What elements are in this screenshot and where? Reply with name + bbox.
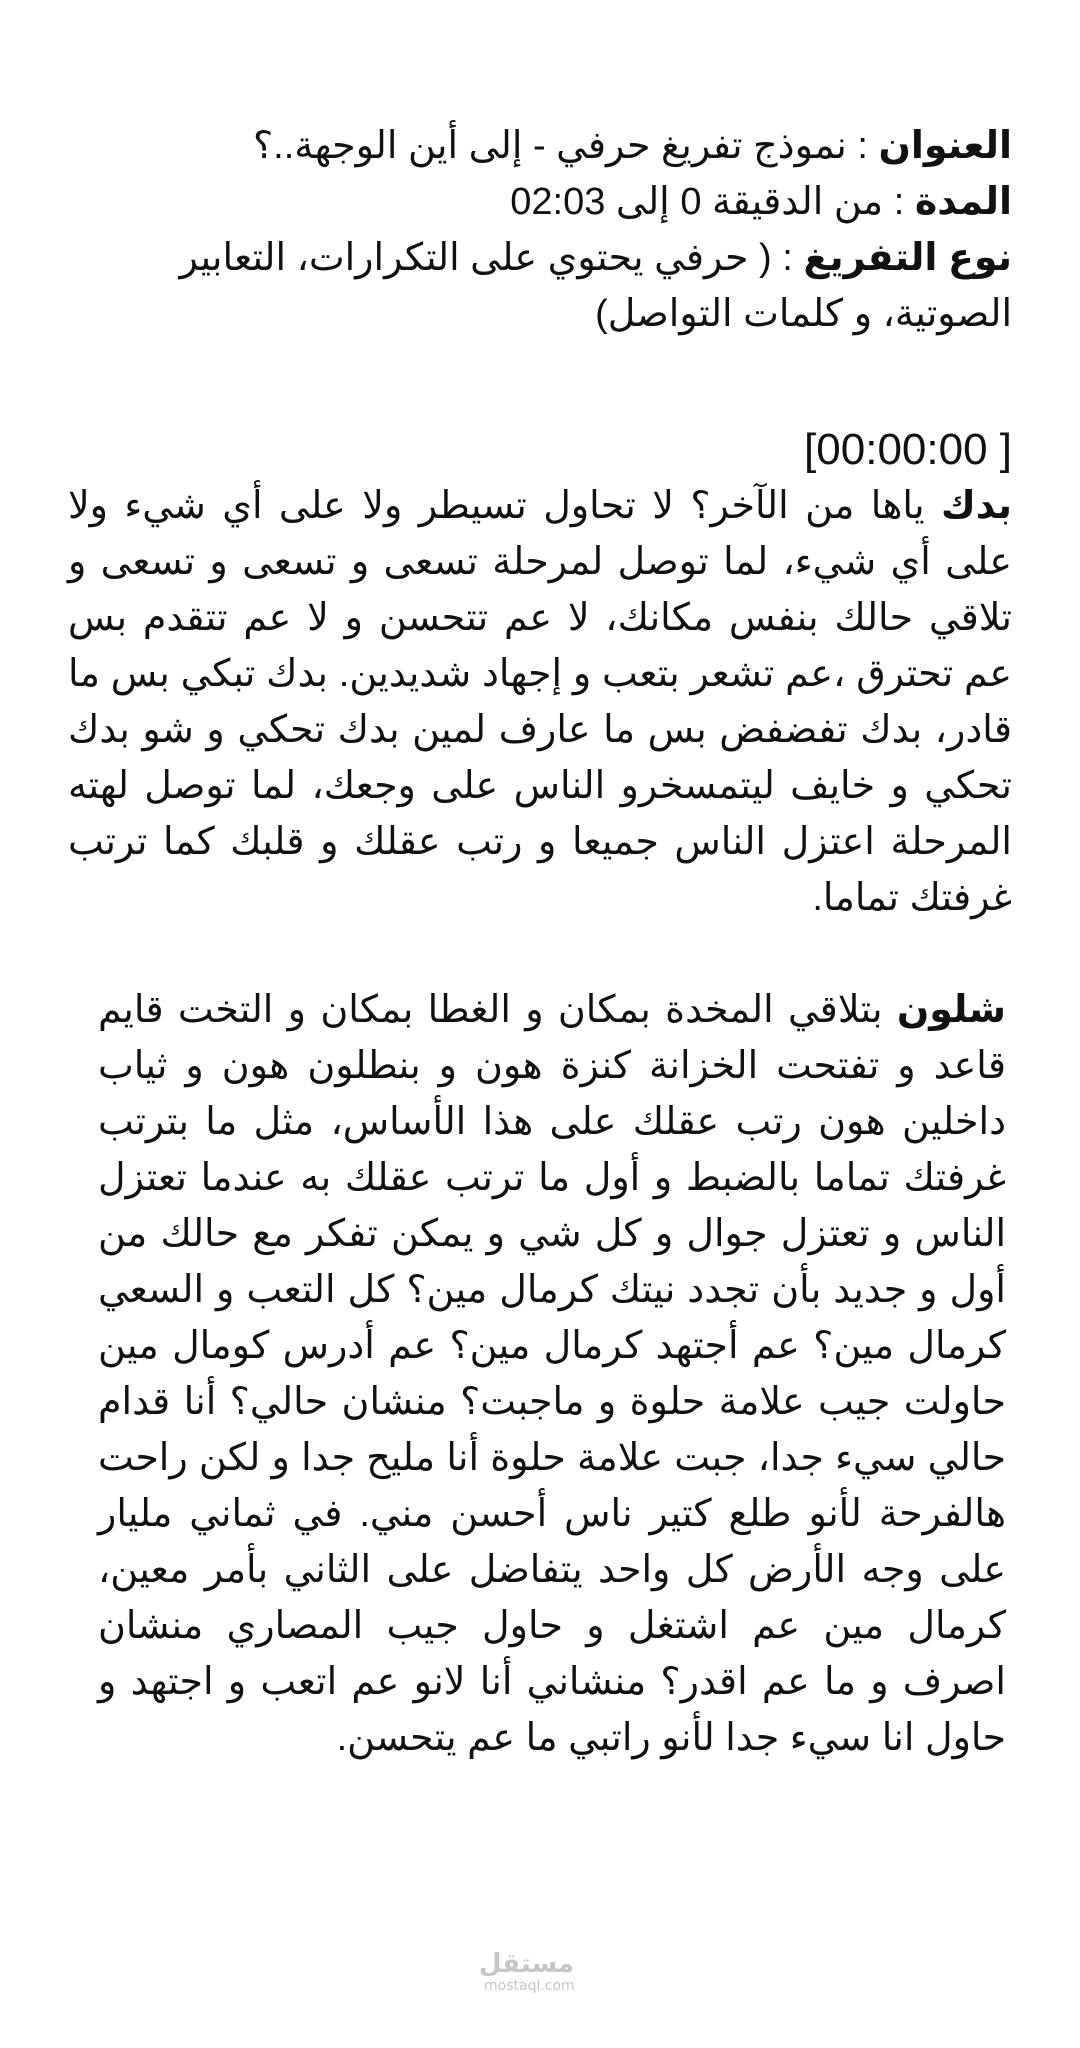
transcript-paragraph-2 — [68, 982, 1012, 1766]
transcription-type-value: : ( حرفي يحتوي على التكرارات، التعابير الصوتية، و كلمات التواصل) — [179, 237, 1012, 335]
transcription-type-label: نوع التفريغ — [803, 237, 1012, 279]
title-value: : نموذج تفريغ حرفي - إلى أين الوجهة..؟ — [252, 125, 879, 167]
paragraph-2-lead-word: شلون — [896, 989, 1006, 1031]
document-page — [68, 118, 1012, 1766]
watermark-logo: مستقل — [478, 1949, 574, 1979]
transcription-type-line — [68, 230, 1012, 342]
watermark-url: mostaql.com — [484, 1978, 575, 1994]
transcript-paragraph-1 — [68, 478, 1012, 926]
timestamp: [00:00:00 ] — [804, 425, 1012, 474]
title-line — [68, 118, 1012, 174]
mostaql-watermark — [478, 1949, 575, 1994]
title-label: العنوان — [878, 125, 1012, 167]
paragraph-1-text: ياها من الآخر؟ لا تحاول تسيطر ولا على أي شيء ولا على أي شيء، لما توصل لمرحلة تسعى و تسعى و تسعى و تلاقي حالك بنفس مكانك، لا عم تتحسن و لا عم تتقدم بس عم تحترق ،عم تشعر بتعب و إجهاد شديدين. بدك تبكي بس ما قادر، بدك تفضفض بس ما عارف لمين بدك تحكي و شو بدك تحكي و خايف ليتمسخرو الناس على وجعك، لما توصل لهته المرحلة اعتزل الناس جميعا و رتب عقلك و قلبك كما ترتب غرفتك تماما. — [68, 485, 1012, 919]
duration-label: المدة — [914, 181, 1012, 223]
paragraph-2-text: بتلاقي المخدة بمكان و الغطا بمكان و التخت قايم قاعد و تفتحت الخزانة كنزة هون و بنطلون هون و ثياب داخلين هون رتب عقلك على هذا الأساس، مثل ما بترتب غرفتك تماما بالضبط و أول ما ترتب عقلك به عندما تعتزل الناس و تعتزل جوال و كل شي و يمكن تفكر مع حالك من أول و جديد بأن تجدد نيتك كرمال مين؟ كل التعب و السعي كرمال مين؟ عم أجتهد كرمال مين؟ عم أدرس كومال مين حاولت جيب علامة حلوة و ماجبت؟ منشان حالي؟ أنا قدام حالي سيء جدا، جبت علامة حلوة أنا مليح جدا و لكن راحت هالفرحة لأنو طلع كتير ناس أحسن مني. في ثماني مليار على وجه الأرض كل واحد يتفاضل على الثاني بأمر معين، كرمال مين عم اشتغل و حاول جيب المصاري منشان اصرف و ما عم اقدر؟ منشاني أنا لانو عم اتعب و اجتهد و حاول انا سيء جدا لأنو راتبي ما عم يتحسن. — [98, 989, 1006, 1759]
paragraph-1-lead-word: بدك — [940, 485, 1012, 527]
duration-value: : من الدقيقة 0 إلى 02:03 — [510, 181, 915, 223]
duration-line — [68, 174, 1012, 230]
